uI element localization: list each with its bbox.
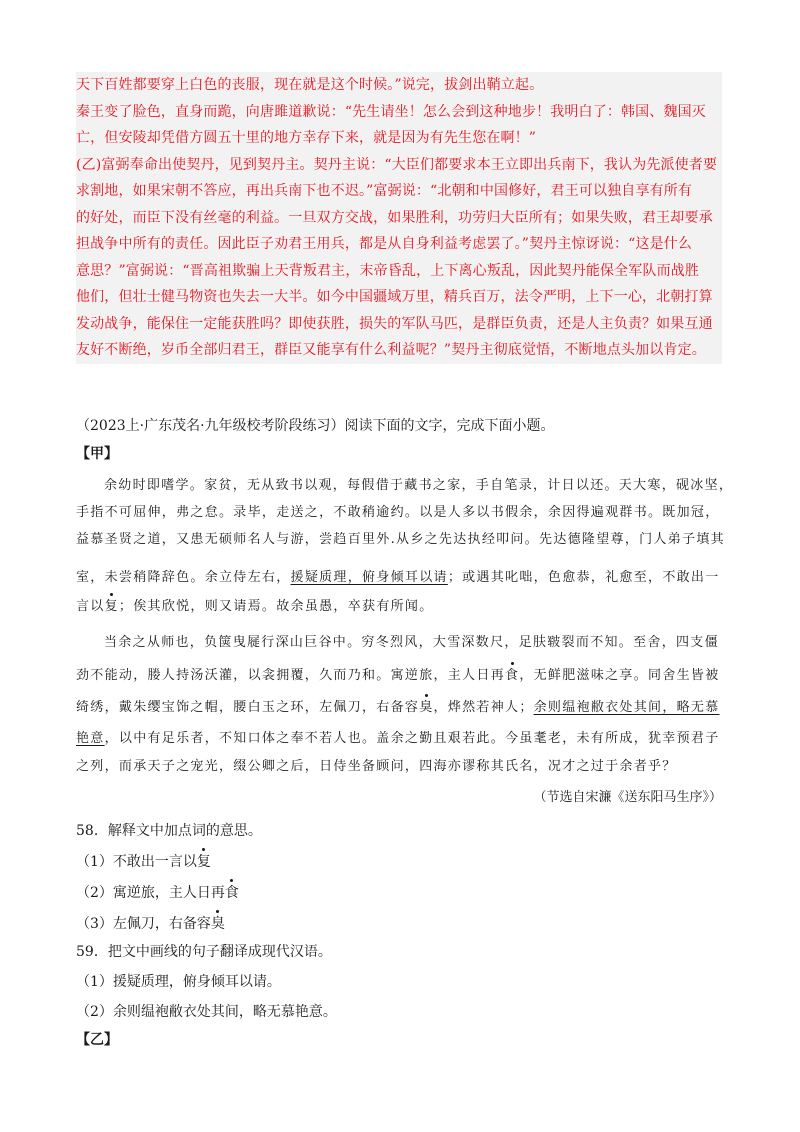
passage-line: 余幼时即嗜学。家贫，无从致书以观，每假借于藏书之家，手自笔录，计日以还。天大寒，砚冰坚， <box>104 478 734 493</box>
section-label-yi: 【乙】 <box>76 1032 118 1048</box>
passage-line: 当余之从师也，负箧曳屣行深山巨谷中。穷冬烈风，大雪深数尺，足肤皲裂而不知。至舍，四支僵 <box>104 635 719 650</box>
passage-line <box>76 728 720 750</box>
passage-text: ，无鲜肥滋味之享。同舍生皆被 <box>519 668 720 683</box>
passage-line: 益慕圣贤之道，又患无硕师名人与游，尝趋百里外.从乡之先达执经叩问。先达德隆望尊，门人弟子填其 <box>76 532 725 547</box>
passage-attribution: （节选自宋濂《送东阳马生序》） <box>533 790 722 805</box>
item-text: （2）寓逆旅，主人日再 <box>76 885 225 901</box>
translation-line: 友好不断绝，岁币全部归君王，群臣又能享有什么利益呢？”契丹主彻底觉悟，不断地点头加以肯定。 <box>76 342 706 358</box>
passage-text: 绮绣，戴朱缨宝饰之帽，腰白玉之环，左佩刀，右备容 <box>76 700 420 715</box>
source-note: （2023上·广东茂名·九年级校考阶段练习）阅读下面的文字，完成下面小题。 <box>76 418 555 434</box>
passage-line <box>76 596 434 618</box>
question-58-title: 58．解释文中加点词的意思。 <box>76 823 262 839</box>
passage-text: ；俟其欣悦，则又请焉。故余虽愚，卒获有所闻。 <box>118 599 434 614</box>
translation-line: 秦王变了脸色，直身而跪，向唐雎道歉说：“先生请坐！怎么会到这种地步！我明白了：韩国、魏国灭 <box>76 103 706 120</box>
dotted-word-xiu: 臭 <box>211 913 225 935</box>
answer-translation-block <box>76 72 722 364</box>
passage-line <box>76 665 720 687</box>
question-59-title: 59．把文中画线的句子翻译成现代汉语。 <box>76 944 332 960</box>
dotted-word-si: 食 <box>505 665 519 687</box>
question-58-item-2 <box>76 882 239 904</box>
item-text: （1）不敢出一言以 <box>76 854 197 870</box>
passage-text: 室，未尝稍降辞色。余立侍左右， <box>76 570 291 585</box>
translation-line: 天下百姓都要穿上白色的丧服，现在就是这个时候。”说完，拔剑出鞘立起。 <box>76 77 544 93</box>
translation-line: 担战争中所有的责任。因此臣子劝君王用兵，都是从自身利益考虑罢了。”契丹主惊讶说：“这是什么 <box>76 236 693 252</box>
translation-line: 的好处，而臣下没有丝毫的利益。一旦双方交战，如果胜利，功劳归大臣所有；如果失败，君王却要承 <box>76 209 713 226</box>
dotted-word-fu: 复 <box>197 851 211 873</box>
item-text: （3）左佩刀，右备容 <box>76 916 211 932</box>
passage-text: ，烨然若神人； <box>433 700 534 715</box>
dotted-word-xiu: 臭 <box>419 697 433 719</box>
underlined-sentence-2-end: 艳意 <box>76 731 105 746</box>
translation-line: 意思？”富弼说：“晋高祖欺骗上天背叛君主，末帝昏乱，上下离心叛乱，因此契丹能保全军队而战胜 <box>76 262 700 279</box>
section-label-jia: 【甲】 <box>76 446 118 462</box>
question-59-item-1: （1）援疑质理，俯身倾耳以请。 <box>76 974 281 990</box>
passage-line <box>76 567 720 589</box>
translation-line: 求割地，如果宋朝不答应，再出兵南下也不迟。”富弼说：“北朝和中国修好，君王可以独自享有所有 <box>76 183 693 199</box>
dotted-word-si: 食 <box>225 882 239 904</box>
question-58-item-1 <box>76 851 211 873</box>
underlined-sentence-2: 余则缊袍敝衣处其间，略无慕 <box>533 700 720 715</box>
translation-line: 他们，但壮士健马物资也失去一大半。如今中国疆域万里，精兵百万，法令严明，上下一心，北朝打算 <box>76 289 713 305</box>
translation-line: (乙)富弼奉命出使契丹，见到契丹主。契丹主说：“大臣们都要求本王立即出兵南下，我认为先派使者要 <box>76 156 718 173</box>
passage-text: ，以中有足乐者，不知口体之奉不若人也。盖余之勤且艰若此。今虽耄老，未有所成，犹幸预君子 <box>104 731 720 746</box>
question-59-item-2: （2）余则缊袍敝衣处其间，略无慕艳意。 <box>76 1004 337 1020</box>
passage-text: 言以 <box>76 599 105 614</box>
passage-line: 手指不可屈伸，弗之怠。录毕，走送之，不敢稍逾约。以是人多以书假余，余因得遍观群书。既加冠， <box>76 505 720 520</box>
passage-line <box>76 697 720 719</box>
dotted-word-fu: 复 <box>105 596 119 618</box>
question-58-item-3 <box>76 913 225 935</box>
passage-line: 之列，而承天子之宠光，缀公卿之后，日侍坐备顾问，四海亦谬称其氏名，况才之过于余者乎？ <box>76 759 677 774</box>
passage-text: 劲不能动，媵人持汤沃灌，以衾拥覆，久而乃和。寓逆旅，主人日再 <box>76 668 506 683</box>
passage-text: ；或遇其叱咄，色愈恭，礼愈至，不敢出一 <box>447 570 720 585</box>
translation-line: 亡，但安陵却凭借方圆五十里的地方幸存下来，就是因为有先生您在啊！” <box>76 130 537 146</box>
translation-line: 发动战争，能保住一定能获胜吗？即使获胜，损失的军队马匹，是群臣负责，还是人主负责？如果互通 <box>76 315 713 332</box>
underlined-sentence-1: 援疑质理，俯身倾耳以请 <box>290 570 448 585</box>
